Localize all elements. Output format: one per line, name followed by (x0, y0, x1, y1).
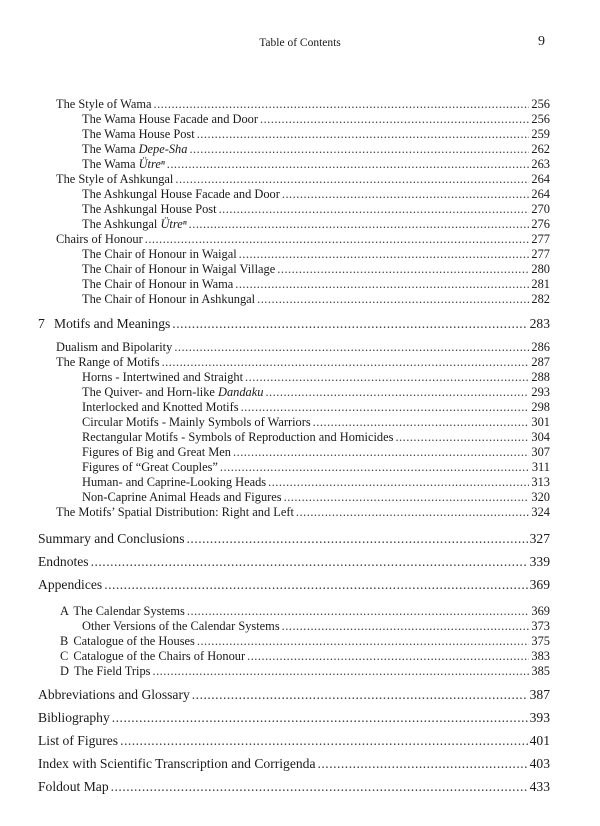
dot-leader (112, 710, 528, 726)
appendix-letter: A (60, 604, 72, 618)
toc-title-italic: Depe-Sha (138, 142, 188, 156)
toc-entry (38, 316, 550, 332)
toc-entry (82, 619, 550, 634)
toc-entry (82, 217, 550, 232)
toc-entry-title (56, 232, 143, 247)
dot-leader (219, 202, 530, 217)
dot-leader (174, 340, 529, 355)
toc-entry-title (38, 710, 110, 726)
dot-leader (395, 430, 529, 445)
toc-page-number: 401 (529, 733, 550, 748)
dot-leader (197, 127, 530, 142)
toc-entry-title (82, 217, 187, 232)
toc-entry-title (82, 415, 311, 430)
toc-entry-title (38, 577, 102, 593)
toc-page-number: 373 (531, 619, 550, 633)
dot-leader (268, 475, 529, 490)
toc-entry-title (38, 733, 118, 749)
toc-entry-title (82, 385, 263, 400)
toc-page-number: 307 (531, 445, 550, 459)
toc-page-number: 264 (531, 187, 550, 201)
toc-title-text: The Ashkungal (82, 217, 161, 231)
dot-leader (104, 577, 527, 593)
toc-page-number: 293 (531, 385, 550, 399)
toc-page-number: 256 (531, 112, 550, 126)
toc-title-text: The Ashkungal House Post (82, 202, 217, 216)
dot-leader (313, 415, 530, 430)
toc-entry-title (60, 649, 245, 664)
toc-title-text: Appendices (38, 577, 103, 592)
toc-entry (38, 756, 550, 772)
toc-title-text: Horns - Intertwined and Straight (82, 370, 244, 384)
toc-entry-title (82, 619, 280, 634)
toc-entry (82, 247, 550, 262)
dot-leader (189, 142, 529, 157)
toc-title-text: Human- and Caprine-Looking Heads (82, 475, 267, 489)
toc-entry (82, 202, 550, 217)
toc-title-text: Summary and Conclusions (38, 531, 185, 546)
dot-leader (187, 604, 530, 619)
toc-title-text: Bibliography (38, 710, 110, 725)
toc-entry (82, 127, 550, 142)
toc-entry (82, 262, 550, 277)
dot-leader (241, 400, 530, 415)
toc-title-text: The Chair of Honour in Ashkungal (82, 292, 256, 306)
appendix-letter: B (60, 634, 72, 648)
dot-leader (265, 385, 529, 400)
toc-page-number: 327 (529, 531, 550, 546)
toc-title-text: Endnotes (38, 554, 89, 569)
toc-page-number: 339 (529, 554, 550, 569)
toc-title-text: The Field Trips (74, 664, 151, 678)
toc-entry (60, 604, 550, 619)
toc-entry (38, 710, 550, 726)
toc-entry-title (82, 247, 237, 262)
toc-title-italic: Ütreⁿ (160, 217, 187, 231)
toc-page-number: 264 (531, 172, 550, 186)
toc-title-text: List of Figures (38, 733, 119, 748)
toc-page-number: 280 (531, 262, 550, 276)
toc-page-number: 324 (531, 505, 550, 519)
toc-page-number: 403 (529, 756, 550, 771)
toc-title-text: The Range of Motifs (56, 355, 160, 369)
toc-title-text: Catalogue of the Houses (73, 634, 195, 648)
toc-entry (56, 355, 550, 370)
toc-title-text: Figures of Big and Great Men (82, 445, 232, 459)
toc-title-text: Circular Motifs - Mainly Symbols of Warriors (82, 415, 311, 429)
toc-entry-title (82, 112, 258, 127)
toc-page-number: 259 (531, 127, 550, 141)
toc-entry-title (60, 634, 195, 649)
toc-entry (82, 415, 550, 430)
toc-entry-title (82, 142, 187, 157)
toc-page-number: 375 (531, 634, 550, 648)
toc-entry-title (38, 316, 170, 332)
toc-page-number: 286 (531, 340, 550, 354)
toc-title-text: The Wama House Facade and Door (82, 112, 258, 126)
toc-entry-title (82, 277, 233, 292)
toc-title-text: Rectangular Motifs - Symbols of Reproduction and Homicides (82, 430, 394, 444)
toc-page-number: 385 (531, 664, 550, 678)
toc-entry (82, 400, 550, 415)
toc-page-number: 369 (529, 577, 550, 592)
toc-entry (60, 634, 550, 649)
toc-page-number: 276 (531, 217, 550, 231)
toc-page-number: 288 (531, 370, 550, 384)
toc-entry (38, 733, 550, 749)
toc-entry-title (38, 687, 190, 703)
toc-title-text: Foldout Map (38, 779, 109, 794)
dot-leader (277, 262, 529, 277)
dot-leader (197, 634, 530, 649)
toc-title-text: The Style of Wama (56, 97, 152, 111)
toc-page-number: 313 (531, 475, 550, 489)
toc-entry-title (38, 779, 109, 795)
toc-entry-title (60, 664, 150, 679)
toc-entry-title (38, 531, 185, 547)
dot-leader (187, 531, 528, 547)
toc-entry (56, 505, 550, 520)
toc-page-number: 270 (531, 202, 550, 216)
toc-entry (82, 430, 550, 445)
toc-page-number: 383 (531, 649, 550, 663)
toc-title-text: The Wama (82, 157, 139, 171)
toc-entry-title (38, 756, 316, 772)
toc-entry-title (82, 430, 393, 445)
toc-title-text: Other Versions of the Calendar Systems (82, 619, 280, 633)
toc-title-text: Non-Caprine Animal Heads and Figures (82, 490, 282, 504)
toc-entry-title (38, 554, 89, 570)
dot-leader (282, 619, 530, 634)
toc-entry (38, 554, 550, 570)
toc-title-text: Chairs of Honour (56, 232, 143, 246)
toc-entry (82, 385, 550, 400)
dot-leader (239, 247, 530, 262)
toc-entry (38, 687, 550, 703)
page-number: 9 (538, 34, 545, 49)
toc-title-text: Abbreviations and Glossary (38, 687, 190, 702)
toc-title-text: The Wama House Post (82, 127, 195, 141)
toc-entry (82, 490, 550, 505)
toc-entry (56, 97, 550, 112)
toc-entry (56, 232, 550, 247)
dot-leader (162, 355, 530, 370)
toc-entry-title (82, 292, 255, 307)
toc-entry-title (82, 400, 239, 415)
toc-page-number: 433 (529, 779, 550, 794)
toc-entry (82, 142, 550, 157)
toc-entry (38, 779, 550, 795)
toc-entry (82, 370, 550, 385)
toc-title-text: Figures of “Great Couples” (82, 460, 218, 474)
toc-title-text: The Motifs’ Spatial Distribution: Right and Left (56, 505, 294, 519)
toc-title-text: The Chair of Honour in Waigal (82, 247, 237, 261)
toc-page-number: 281 (531, 277, 550, 291)
toc-title-text: Motifs and Meanings (54, 316, 171, 331)
toc-entry (38, 531, 550, 547)
dot-leader (152, 664, 529, 679)
dot-leader (245, 370, 529, 385)
toc-page-number: 277 (531, 232, 550, 246)
toc-page-number: 282 (531, 292, 550, 306)
toc-entry-title (82, 370, 243, 385)
toc-title-text: The Calendar Systems (73, 604, 185, 618)
toc-entry (82, 187, 550, 202)
toc-page-number: 320 (531, 490, 550, 504)
toc-page-number: 393 (529, 710, 550, 725)
toc-entry (60, 664, 550, 679)
toc-entry (56, 340, 550, 355)
toc-title-text: Interlocked and Knotted Motifs (82, 400, 239, 414)
toc-page-number: 256 (531, 97, 550, 111)
toc-title-text: The Quiver- and Horn-like (82, 385, 219, 399)
toc-page-number: 298 (531, 400, 550, 414)
toc-title-text: The Chair of Honour in Waigal Village (82, 262, 276, 276)
dot-leader (145, 232, 530, 247)
dot-leader (192, 687, 528, 703)
toc-page-number: 304 (531, 430, 550, 444)
dot-leader (284, 490, 530, 505)
dot-leader (260, 112, 529, 127)
toc-entry (82, 292, 550, 307)
dot-leader (233, 445, 529, 460)
toc-entry-title (82, 445, 231, 460)
toc-page-number: 262 (531, 142, 550, 156)
appendix-letter: D (60, 664, 73, 678)
toc-entry-title (82, 460, 218, 475)
toc-entry-title (56, 172, 173, 187)
dot-leader (167, 157, 530, 172)
toc-entry (82, 445, 550, 460)
toc-title-text: The Chair of Honour in Wama (82, 277, 234, 291)
dot-leader (111, 779, 528, 795)
dot-leader (120, 733, 528, 749)
dot-leader (220, 460, 530, 475)
toc-page-number: 369 (531, 604, 550, 618)
appendix-letter: C (60, 649, 72, 663)
toc-entry-title (82, 187, 280, 202)
toc-entry (82, 112, 550, 127)
toc-title-text: Dualism and Bipolarity (56, 340, 173, 354)
toc-entry (82, 277, 550, 292)
dot-leader (257, 292, 529, 307)
toc-title-text: Catalogue of the Chairs of Honour (73, 649, 246, 663)
toc-page-number: 301 (531, 415, 550, 429)
dot-leader (175, 172, 529, 187)
toc-entry (82, 475, 550, 490)
toc-entry-title (56, 505, 294, 520)
toc-page-number: 277 (531, 247, 550, 261)
toc-page-number: 387 (529, 687, 550, 702)
dot-leader (247, 649, 529, 664)
chapter-number: 7 (38, 316, 45, 331)
toc-page-number: 263 (531, 157, 550, 171)
dot-leader (318, 756, 528, 772)
toc-entry (38, 577, 550, 593)
toc-entry (82, 157, 550, 172)
toc-title-text: Index with Scientific Transcription and Corrigenda (38, 756, 316, 771)
toc-page-number: 283 (529, 316, 550, 331)
toc-title-italic: Ütreⁿ (138, 157, 165, 171)
toc-entry-title (82, 262, 275, 277)
toc-title-text: The Style of Ashkungal (56, 172, 174, 186)
toc-page-number: 287 (531, 355, 550, 369)
toc-title-italic: Dandaku (218, 385, 264, 399)
toc-entry-title (82, 475, 266, 490)
toc-entry-title (56, 340, 172, 355)
toc-title-text: The Ashkungal House Facade and Door (82, 187, 280, 201)
running-title: Table of Contents (259, 37, 341, 49)
dot-leader (296, 505, 529, 520)
toc-entry-title (56, 97, 151, 112)
page-header (0, 34, 600, 54)
dot-leader (189, 217, 530, 232)
toc-entry-title (82, 157, 165, 172)
toc-entry-title (56, 355, 160, 370)
dot-leader (282, 187, 530, 202)
toc-entry (82, 460, 550, 475)
toc-page-number: 311 (531, 460, 550, 474)
dot-leader (91, 554, 528, 570)
toc-entry (56, 172, 550, 187)
dot-leader (172, 316, 527, 332)
toc-title-text: The Wama (82, 142, 139, 156)
dot-leader (235, 277, 529, 292)
toc-entry-title (82, 127, 195, 142)
toc-entry-title (60, 604, 185, 619)
toc-entry-title (82, 202, 217, 217)
dot-leader (153, 97, 529, 112)
toc-entry (60, 649, 550, 664)
toc-entry-title (82, 490, 282, 505)
